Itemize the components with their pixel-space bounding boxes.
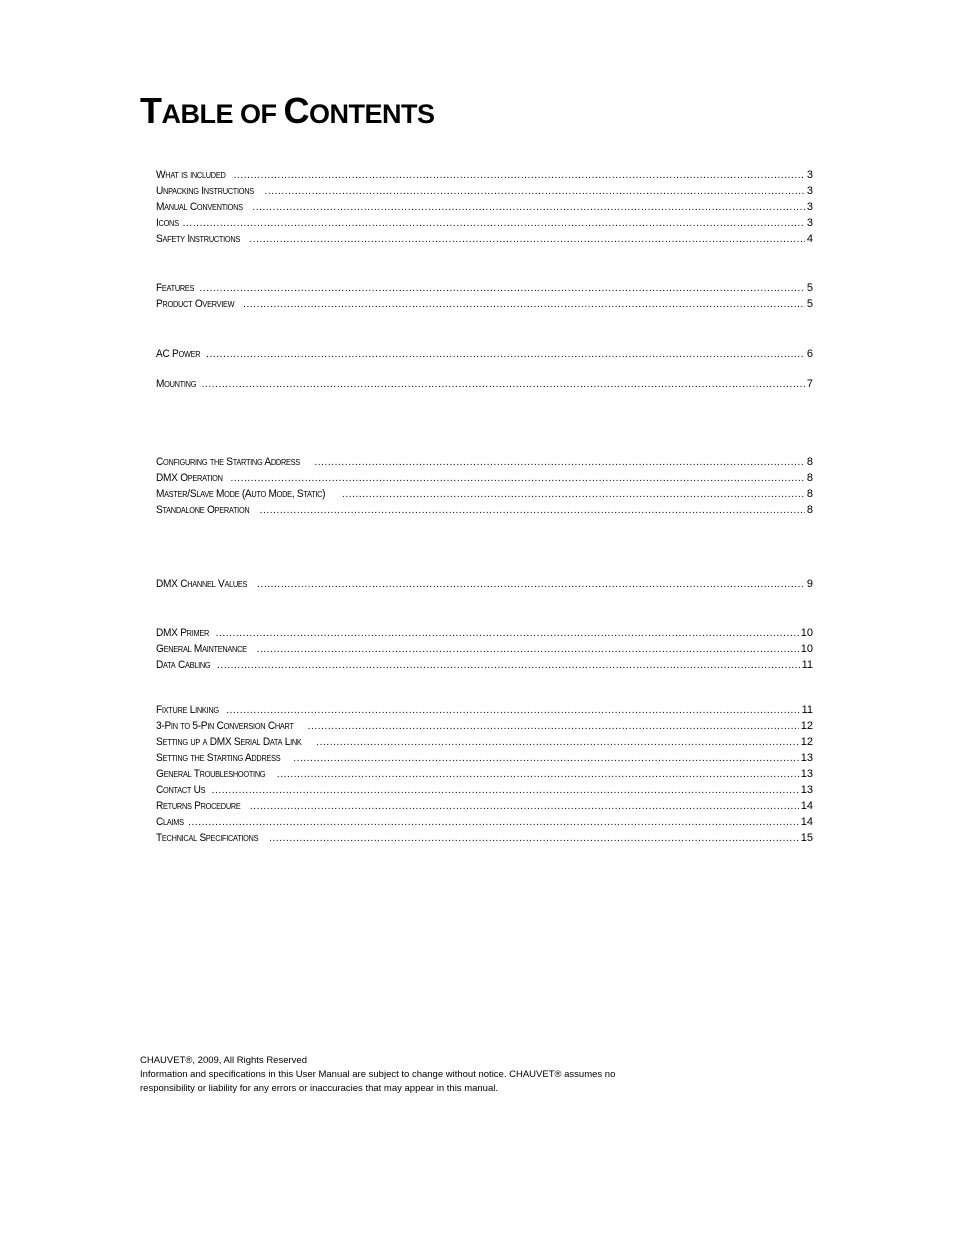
toc-entry-label: DMX Channel Values bbox=[156, 578, 248, 590]
toc-leader-dots bbox=[243, 297, 805, 313]
toc-entry-page: 3 bbox=[806, 217, 813, 229]
toc-entry[interactable] bbox=[156, 215, 813, 231]
toc-entry-page: 9 bbox=[806, 578, 813, 590]
toc-entry[interactable] bbox=[156, 454, 813, 470]
toc-group-8 bbox=[156, 702, 813, 846]
toc-entry-page: 5 bbox=[806, 282, 813, 294]
toc-entry-label: Mounting bbox=[156, 378, 197, 390]
toc-entry-page: 13 bbox=[800, 752, 813, 764]
copyright-footer bbox=[140, 1054, 615, 1096]
toc-entry[interactable] bbox=[156, 657, 813, 673]
title-initial-c: C bbox=[283, 90, 309, 131]
toc-leader-dots bbox=[249, 232, 805, 248]
toc-entry-label: Technical Specifications bbox=[156, 832, 259, 844]
toc-entry-page: 6 bbox=[806, 348, 813, 360]
toc-leader-dots bbox=[188, 815, 799, 831]
toc-entry-label: Unpacking Instructions bbox=[156, 185, 254, 197]
toc-group-2 bbox=[156, 280, 813, 312]
toc-entry[interactable] bbox=[156, 702, 813, 718]
toc-leader-dots bbox=[342, 487, 805, 503]
toc-leader-dots bbox=[260, 503, 805, 519]
toc-group-1 bbox=[156, 167, 813, 247]
toc-entry-page: 3 bbox=[806, 201, 813, 213]
toc-entry-page: 10 bbox=[800, 643, 813, 655]
toc-leader-dots bbox=[250, 799, 799, 815]
toc-entry[interactable] bbox=[156, 641, 813, 657]
toc-entry[interactable] bbox=[156, 199, 813, 215]
toc-entry-page: 8 bbox=[806, 472, 813, 484]
toc-entry[interactable] bbox=[156, 830, 813, 846]
toc-entry[interactable] bbox=[156, 734, 813, 750]
toc-entry-label: Data Cabling bbox=[156, 659, 211, 671]
toc-entry[interactable] bbox=[156, 470, 813, 486]
toc-entry-page: 8 bbox=[806, 504, 813, 516]
title-rest-1: ABLE OF bbox=[161, 99, 284, 129]
toc-entry-page: 12 bbox=[800, 720, 813, 732]
toc-entry-page: 11 bbox=[801, 659, 813, 671]
toc-leader-dots bbox=[257, 642, 799, 658]
toc-entry[interactable] bbox=[156, 296, 813, 312]
toc-entry-page: 7 bbox=[806, 378, 813, 390]
toc-leader-dots bbox=[212, 783, 799, 799]
toc-entry[interactable] bbox=[156, 766, 813, 782]
toc-entry-label: Returns Procedure bbox=[156, 800, 241, 812]
toc-entry-label: Setting up a DMX Serial Data Link bbox=[156, 736, 302, 748]
toc-entry-page: 3 bbox=[806, 185, 813, 197]
toc-entry[interactable] bbox=[156, 502, 813, 518]
toc-leader-dots bbox=[277, 767, 799, 783]
toc-leader-dots bbox=[257, 577, 805, 593]
toc-entry-label: Standalone Operation bbox=[156, 504, 250, 516]
toc-entry-label: Manual Conventions bbox=[156, 201, 243, 213]
toc-entry-label: General Troubleshooting bbox=[156, 768, 266, 780]
toc-entry[interactable] bbox=[156, 814, 813, 830]
toc-entry-page: 13 bbox=[800, 784, 813, 796]
title-rest-2: ONTENTS bbox=[309, 99, 435, 129]
toc-entry-label: Setting the Starting Address bbox=[156, 752, 281, 764]
toc-entry[interactable] bbox=[156, 280, 813, 296]
toc-entry-label: Configuring the Starting Address bbox=[156, 456, 300, 468]
toc-leader-dots bbox=[264, 184, 804, 200]
disclaimer-line-2: responsibility or liability for any errors or inaccuracies that may appear in this manual. bbox=[140, 1083, 498, 1094]
toc-leader-dots bbox=[293, 751, 799, 767]
toc-entry[interactable] bbox=[156, 346, 813, 362]
toc-entry-page: 13 bbox=[800, 768, 813, 780]
toc-entry-page: 8 bbox=[806, 488, 813, 500]
toc-entry-label: DMX Primer bbox=[156, 627, 210, 639]
toc-entry[interactable] bbox=[156, 576, 813, 592]
toc-leader-dots bbox=[183, 216, 805, 232]
toc-entry[interactable] bbox=[156, 750, 813, 766]
toc-entry-label: Master/Slave Mode (Auto Mode, Static) bbox=[156, 488, 326, 500]
toc-entry-page: 4 bbox=[806, 233, 813, 245]
copyright-line: CHAUVET®, 2009, All Rights Reserved bbox=[140, 1055, 307, 1066]
title-initial-t: T bbox=[140, 90, 162, 131]
toc-entry[interactable] bbox=[156, 718, 813, 734]
toc-leader-dots bbox=[252, 200, 805, 216]
toc-entry-label: Claims bbox=[156, 816, 184, 828]
toc-leader-dots bbox=[308, 719, 799, 735]
toc-leader-dots bbox=[234, 168, 805, 184]
toc-leader-dots bbox=[200, 281, 805, 297]
toc-entry-label: 3-Pin to 5-Pin Conversion Chart bbox=[156, 720, 294, 732]
toc-entry-label: AC Power bbox=[156, 348, 201, 360]
toc-entry-label: General Maintenance bbox=[156, 643, 247, 655]
toc-group-3 bbox=[156, 346, 813, 362]
toc-entry-label: What is included bbox=[156, 169, 226, 181]
toc-entry[interactable] bbox=[156, 798, 813, 814]
toc-entry-page: 15 bbox=[800, 832, 813, 844]
toc-leader-dots bbox=[202, 377, 805, 393]
toc-entry[interactable] bbox=[156, 782, 813, 798]
page-title bbox=[140, 88, 435, 137]
toc-group-6 bbox=[156, 576, 813, 592]
toc-leader-dots bbox=[216, 626, 799, 642]
toc-entry-label: Contact Us bbox=[156, 784, 206, 796]
toc-leader-dots bbox=[217, 658, 800, 674]
toc-leader-dots bbox=[314, 455, 804, 471]
toc-entry-page: 3 bbox=[806, 169, 813, 181]
toc-leader-dots bbox=[316, 735, 799, 751]
toc-entry-label: Safety Instructions bbox=[156, 233, 241, 245]
toc-group-4 bbox=[156, 376, 813, 392]
disclaimer-line-1: Information and specifications in this User Manual are subject to change without notice. CHAUVET® assumes no bbox=[140, 1069, 616, 1080]
toc-entry[interactable] bbox=[156, 231, 813, 247]
toc-entry-page: 8 bbox=[806, 456, 813, 468]
toc-group-7 bbox=[156, 625, 813, 673]
toc-entry-label: DMX Operation bbox=[156, 472, 223, 484]
toc-leader-dots bbox=[206, 347, 805, 363]
toc-entry-label: Product Overview bbox=[156, 298, 235, 310]
toc-entry-label: Features bbox=[156, 282, 195, 294]
toc-group-5 bbox=[156, 454, 813, 518]
toc-entry[interactable] bbox=[156, 625, 813, 641]
toc-entry-label: Fixture Linking bbox=[156, 704, 219, 716]
toc-entry[interactable] bbox=[156, 486, 813, 502]
toc-leader-dots bbox=[226, 703, 799, 719]
toc-entry-page: 11 bbox=[801, 704, 813, 716]
toc-entry-label: Icons bbox=[156, 217, 179, 229]
toc-entry-page: 14 bbox=[800, 816, 813, 828]
toc-entry-page: 5 bbox=[806, 298, 813, 310]
toc-leader-dots bbox=[230, 471, 804, 487]
toc-entry[interactable] bbox=[156, 167, 813, 183]
toc-entry-page: 10 bbox=[800, 627, 813, 639]
toc-entry-page: 14 bbox=[800, 800, 813, 812]
toc-entry[interactable] bbox=[156, 183, 813, 199]
toc-entry[interactable] bbox=[156, 376, 813, 392]
toc-entry-page: 12 bbox=[800, 736, 813, 748]
toc-leader-dots bbox=[269, 831, 799, 847]
